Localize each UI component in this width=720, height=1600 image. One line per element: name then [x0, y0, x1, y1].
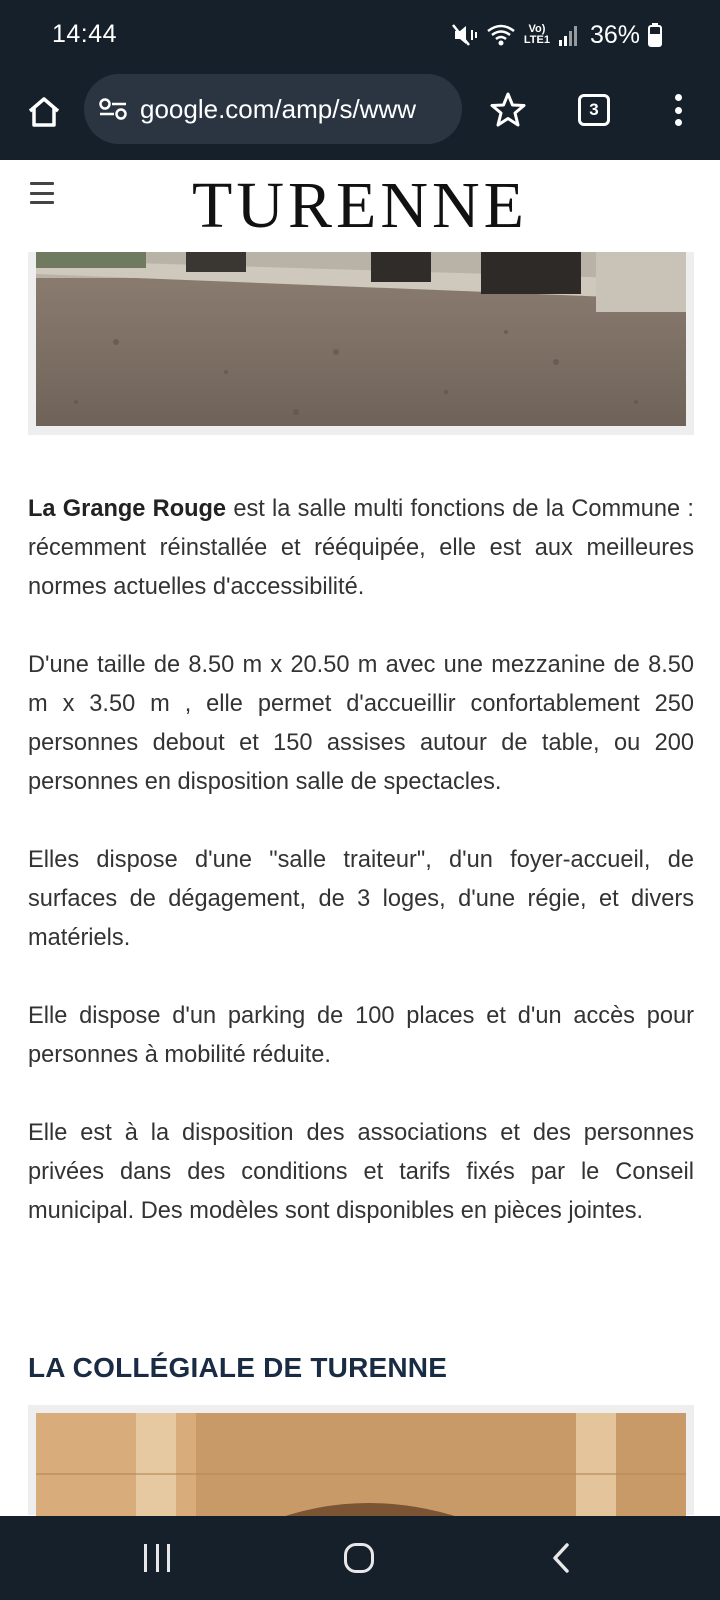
paragraph-facilities: Elles dispose d'une "salle traiteur", d'un foyer-accueil, de surfaces de dégagement, de 3 loges, d'une régie, et divers matériels. — [28, 847, 694, 951]
recents-icon[interactable] — [144, 1544, 170, 1572]
site-header — [0, 160, 720, 252]
paragraph-intro: La Grange Rouge est la salle multi fonctions de la Commune : récemment réinstallée et rééquipée, elle est aux meilleures normes actuelles d'accessibilité. — [28, 496, 694, 600]
section-title: LA COLLÉGIALE DE TURENNE — [28, 1352, 448, 1383]
home-button[interactable] — [22, 90, 66, 134]
system-nav-bar — [0, 1516, 720, 1600]
more-vert-icon[interactable] — [666, 90, 690, 130]
paragraph-parking: Elle dispose d'un parking de 100 places et d'un accès pour personnes à mobilité réduite. — [28, 1003, 694, 1068]
battery-percentage: 36% — [589, 20, 640, 49]
address-bar[interactable] — [84, 74, 462, 144]
article-image-frame — [28, 252, 694, 435]
back-icon[interactable] — [550, 1542, 572, 1574]
status-time: 14:44 — [52, 20, 118, 48]
paragraph-availability: Elle est à la disposition des associations et des personnes privées dans des conditions et tarifs fixés par le Conseil municipal. Des modèles sont disponibles en pièces jointes. — [28, 1120, 694, 1224]
article-image-frame-2 — [28, 1405, 694, 1515]
status-bar — [0, 0, 720, 72]
signal-icon — [558, 24, 578, 46]
network-type-label: Vo) LTE1 — [523, 23, 550, 46]
status-icons — [452, 20, 662, 50]
paragraph-dimensions: D'une taille de 8.50 m x 20.50 m avec une mezzanine de 8.50 m x 3.50 m , elle permet d'accueillir confortablement 250 personnes debout et 150 assises autour de table, ou 200 personnes en disposition salle de spectacles. — [28, 652, 694, 795]
battery-icon — [648, 23, 662, 47]
grange-rouge-name: La Grange Rouge — [28, 496, 227, 522]
collegiale-photo — [36, 1413, 686, 1523]
site-settings-icon[interactable] — [98, 97, 128, 121]
mute-vibrate-icon — [452, 23, 478, 47]
browser-toolbar — [0, 72, 720, 160]
wifi-icon — [486, 23, 516, 47]
home-icon — [26, 95, 62, 129]
site-logo[interactable]: TURENNE — [192, 169, 528, 242]
tabs-icon[interactable] — [578, 94, 610, 126]
star-icon[interactable] — [488, 90, 528, 130]
article-body — [28, 490, 694, 1270]
home-nav-icon[interactable] — [344, 1543, 374, 1573]
tab-count: 3 — [589, 100, 599, 119]
url-text[interactable]: google.com/amp/s/www — [140, 93, 416, 124]
grange-rouge-photo — [36, 252, 686, 426]
